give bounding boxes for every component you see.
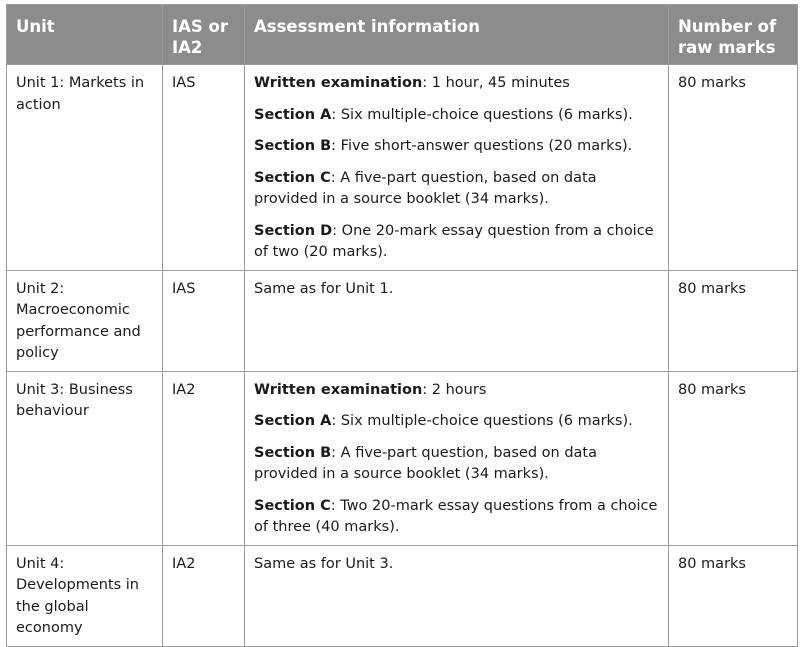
assessment-line-text: : Six multiple-choice questions (6 marks). [331,413,633,429]
assessment-line [254,136,660,158]
table-header [7,5,798,65]
assessment-line-text: : Five short-answer questions (20 marks). [331,138,633,154]
raw-marks-cell: 80 marks [669,270,798,371]
assessment-line [254,105,660,127]
assessment-line-text: : 1 hour, 45 minutes [422,75,570,91]
assessment-line [254,168,660,211]
header-raw-marks: Number of raw marks [669,5,798,65]
assessment-line [254,443,660,486]
assessment-line-label: Section B [254,444,332,461]
table-row [7,270,798,371]
header-assessment-information: Assessment information [245,5,669,65]
assessment-line-label: Section A [254,106,332,123]
assessment-info-cell [245,371,669,545]
header-unit: Unit [7,5,163,65]
unit-cell: Unit 1: Markets in action [7,65,163,271]
assessment-line-text: : A five-part question, based on data provided in a source booklet (34 marks). [254,169,597,207]
assessment-line [254,554,660,576]
assessment-line-label: Written examination [254,75,423,91]
qualification-cell: IA2 [163,371,245,545]
qualification-cell: IAS [163,270,245,371]
assessment-line-label: Written examination [254,381,423,398]
assessment-line [254,279,660,301]
assessment-line [254,496,660,539]
header-ias-or-ia2: IAS or IA2 [163,5,245,65]
assessment-line-label: Section C [254,497,331,514]
assessment-info-cell [245,545,669,646]
table-row [7,545,798,646]
table-body [7,65,798,647]
assessment-table [6,4,798,647]
qualification-cell: IAS [163,65,245,271]
qualification-cell: IA2 [163,545,245,646]
raw-marks-cell: 80 marks [669,371,798,545]
assessment-line [254,73,660,95]
assessment-line-label: Section D [254,222,333,239]
assessment-line-text: : One 20-mark essay question from a choice of two (20 marks). [254,222,654,260]
assessment-info-cell [245,65,669,271]
assessment-line [254,380,660,402]
unit-cell: Unit 3: Business behaviour [7,371,163,545]
table-row [7,65,798,271]
assessment-line-text: : 2 hours [422,381,487,398]
assessment-line-label: Section A [254,413,332,429]
header-row [7,5,798,65]
assessment-line-text: : Two 20-mark essay questions from a choice of three (40 marks). [254,497,658,535]
assessment-line-label: Section B [254,138,332,154]
assessment-line-label: Section C [254,169,331,186]
assessment-line [254,411,660,433]
unit-cell: Unit 2: Macroeconomic performance and policy [7,270,163,371]
unit-cell: Unit 4: Developments in the global economy [7,545,163,646]
assessment-line [254,221,660,264]
assessment-line-text: : A five-part question, based on data provided in a source booklet (34 marks). [254,444,597,482]
raw-marks-cell: 80 marks [669,545,798,646]
raw-marks-cell: 80 marks [669,65,798,271]
assessment-line-text: : Six multiple-choice questions (6 marks). [331,106,633,123]
assessment-line-text: Same as for Unit 1. [254,280,394,297]
assessment-info-cell [245,270,669,371]
table-row [7,371,798,545]
assessment-line-text: Same as for Unit 3. [254,555,394,572]
